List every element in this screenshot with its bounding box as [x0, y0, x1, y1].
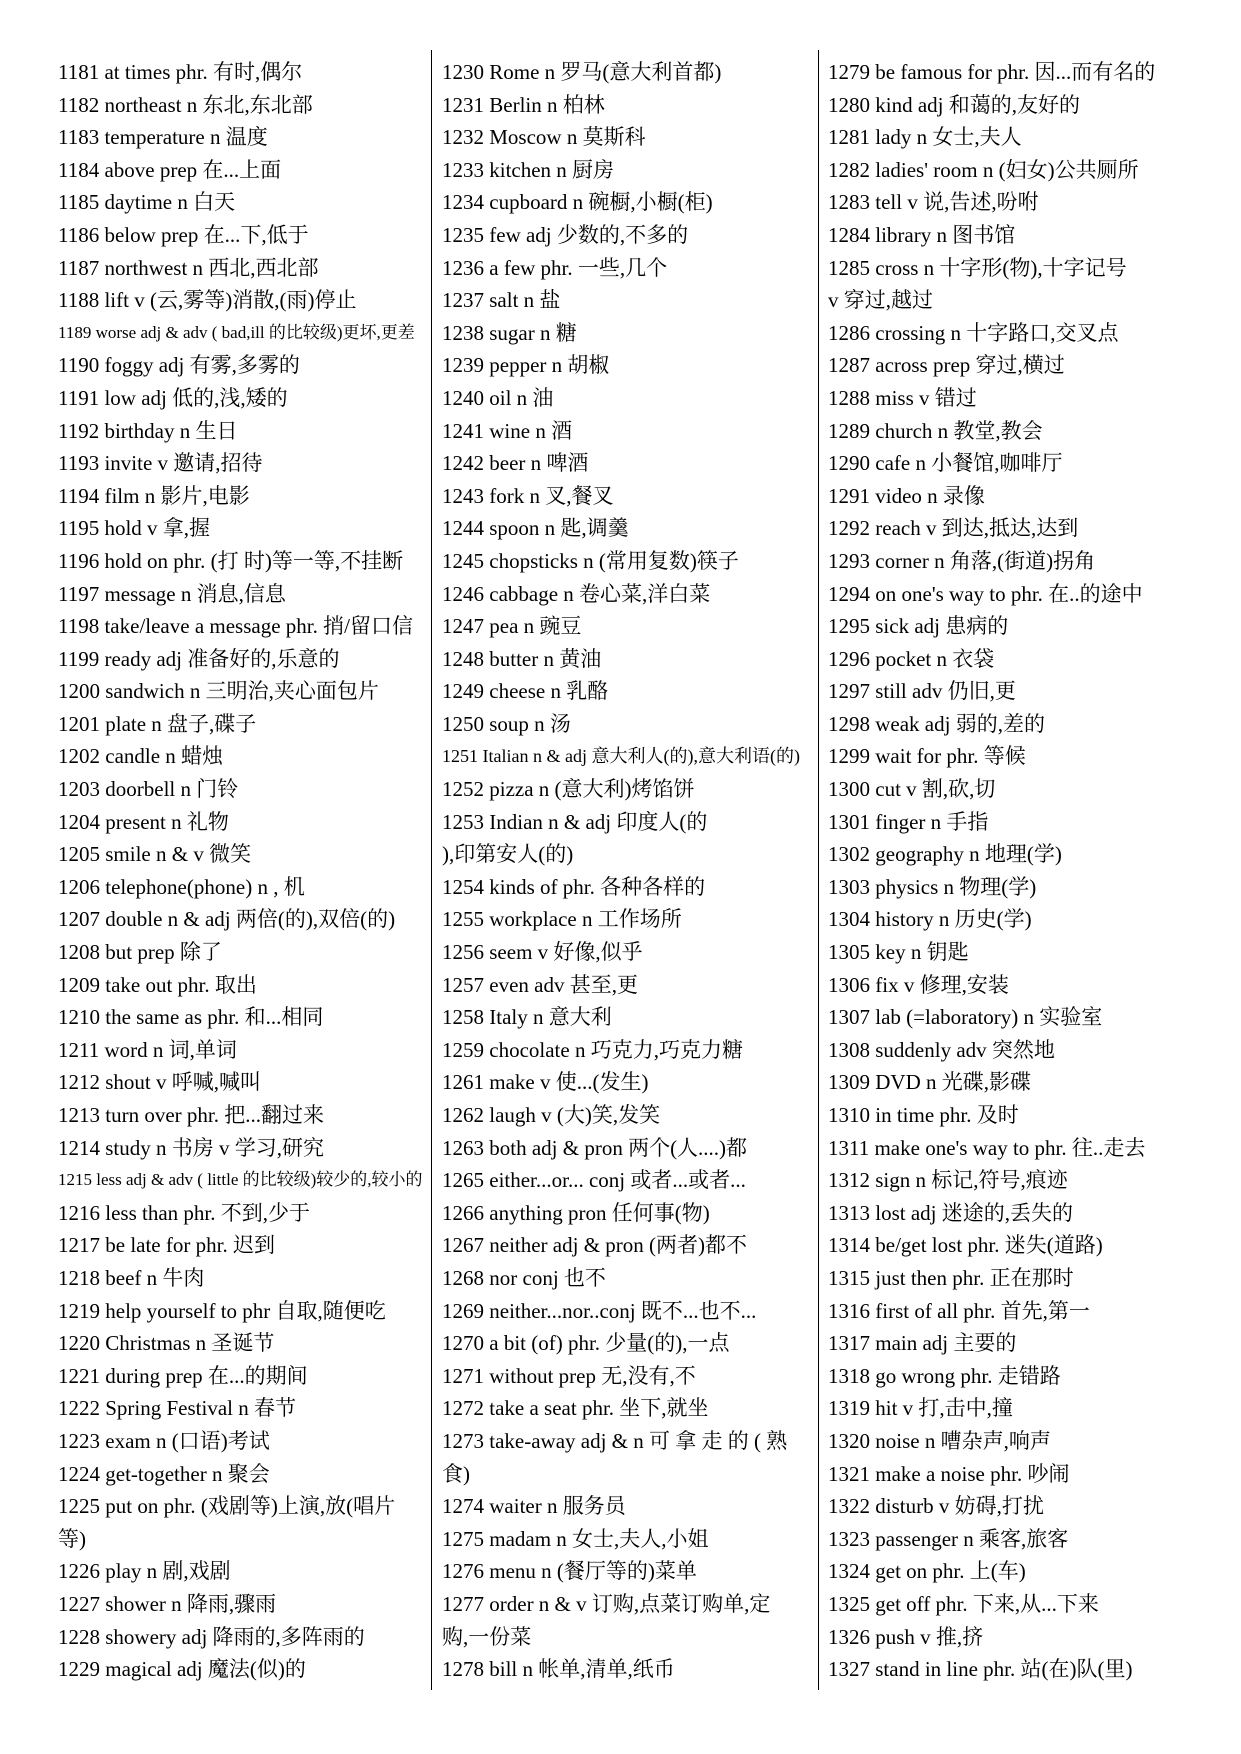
vocab-entry: 1302 geography n 地理(学) — [828, 842, 1062, 867]
vocab-entry: 1286 crossing n 十字路口,交叉点 — [828, 320, 1119, 345]
vocab-entry: 1205 smile n & v 微笑 — [58, 842, 252, 867]
vocab-entry: 1277 order n & v 订购,点菜订购单,定 — [442, 1591, 771, 1616]
vocab-entry: 1298 weak adj 弱的,差的 — [828, 711, 1045, 736]
column-divider-2 — [818, 50, 819, 1690]
vocab-entry: 1244 spoon n 匙,调羹 — [442, 516, 629, 541]
vocab-entry: 1202 candle n 蜡烛 — [58, 744, 224, 769]
vocab-entry: 1234 cupboard n 碗橱,小橱(柜) — [442, 190, 713, 215]
vocab-entry: 1313 lost adj 迷途的,丢失的 — [828, 1200, 1073, 1225]
vocab-entry: 1217 be late for phr. 迟到 — [58, 1233, 275, 1258]
vocab-entry: 1200 sandwich n 三明治,夹心面包片 — [58, 679, 379, 704]
vocab-entry: 1280 kind adj 和蔼的,友好的 — [828, 92, 1080, 117]
vocab-entry: 1229 magical adj 魔法(似)的 — [58, 1657, 306, 1682]
vocab-entry: 1247 pea n 豌豆 — [442, 614, 582, 639]
vocab-entry: 1201 plate n 盘子,碟子 — [58, 711, 257, 736]
vocab-entry: 1274 waiter n 服务员 — [442, 1494, 626, 1519]
vocab-entry: 1261 make v 使...(发生) — [442, 1070, 649, 1095]
vocab-entry: 1303 physics n 物理(学) — [828, 874, 1037, 899]
vocab-entry: 1312 sign n 标记,符号,痕迹 — [828, 1168, 1068, 1193]
vocab-entry: 1295 sick adj 患病的 — [828, 614, 1009, 639]
vocab-entry: 1220 Christmas n 圣诞节 — [58, 1331, 275, 1356]
vocab-entry: 1305 key n 钥匙 — [828, 940, 969, 965]
vocab-entry: 1230 Rome n 罗马(意大利首都) — [442, 60, 722, 84]
vocab-entry: 1255 workplace n 工作场所 — [442, 907, 682, 932]
vocab-entry: 1221 during prep 在...的期间 — [58, 1363, 308, 1388]
vocab-entry: 1315 just then phr. 正在那时 — [828, 1265, 1074, 1290]
vocab-entry: 1198 take/leave a message phr. 捎/留口信 — [58, 614, 413, 639]
vocab-entry: 1294 on one's way to phr. 在..的途中 — [828, 581, 1143, 606]
vocab-entry: 1316 first of all phr. 首先,第一 — [828, 1298, 1090, 1323]
vocab-entry: 1249 cheese n 乳酪 — [442, 679, 609, 704]
vocab-entry: 1207 double n & adj 两倍(的),双倍(的) — [58, 907, 396, 932]
vocab-entry: 1296 pocket n 衣袋 — [828, 646, 995, 671]
vocab-entry: 1191 low adj 低的,浅,矮的 — [58, 385, 288, 410]
vocab-entry: 1252 pizza n (意大利)烤馅饼 — [442, 777, 695, 802]
vocab-entry: 1258 Italy n 意大利 — [442, 1005, 612, 1030]
vocab-entry: 1187 northwest n 西北,西北部 — [58, 255, 319, 280]
vocab-entry: 1253 Indian n & adj 印度人(的 — [442, 809, 708, 834]
vocab-entry: 1219 help yourself to phr 自取,随便吃 — [58, 1298, 386, 1323]
vocab-entry: 1254 kinds of phr. 各种各样的 — [442, 874, 706, 899]
vocab-entry: 1181 at times phr. 有时,偶尔 — [58, 60, 303, 84]
vocab-entry: 1304 history n 历史(学) — [828, 907, 1032, 932]
vocab-entry: 1270 a bit (of) phr. 少量(的),一点 — [442, 1331, 730, 1356]
vocab-entry: 1215 less adj & adv ( little 的比较级)较少的,较小的 — [58, 1170, 423, 1190]
vocab-entry: 1310 in time phr. 及时 — [828, 1103, 1019, 1127]
vocab-entry: 1292 reach v 到达,抵达,达到 — [828, 516, 1079, 541]
vocab-entry: 1326 push v 推,挤 — [828, 1624, 984, 1649]
vocab-entry: 1291 video n 录像 — [828, 483, 985, 508]
vocab-entry: 1293 corner n 角落,(街道)拐角 — [828, 548, 1096, 573]
vocab-entry: 1223 exam n (口语)考试 — [58, 1428, 270, 1453]
vocab-entry: 1222 Spring Festival n 春节 — [58, 1396, 297, 1421]
vocab-entry: 1275 madam n 女士,夫人,小姐 — [442, 1526, 709, 1551]
vocab-entry: 1263 both adj & pron 两个(人....)都 — [442, 1135, 748, 1160]
vocab-entry: 1232 Moscow n 莫斯科 — [442, 125, 646, 150]
vocab-entry: 1203 doorbell n 门铃 — [58, 777, 239, 802]
vocab-entry: 1193 invite v 邀请,招待 — [58, 451, 263, 476]
vocab-entry: 1321 make a noise phr. 吵闹 — [828, 1461, 1070, 1486]
vocab-entry: 1218 beef n 牛肉 — [58, 1265, 205, 1290]
vocab-entry: 1216 less than phr. 不到,少于 — [58, 1200, 310, 1225]
vocab-entry: 1299 wait for phr. 等候 — [828, 744, 1026, 769]
vocab-entry: 1224 get-together n 聚会 — [58, 1461, 270, 1486]
vocab-entry: 1209 take out phr. 取出 — [58, 972, 257, 997]
vocab-entry: v 穿过,越过 — [828, 288, 933, 313]
vocab-entry: 1250 soup n 汤 — [442, 711, 571, 736]
vocab-entry: 1251 Italian n & adj 意大利人(的),意大利语(的) — [442, 746, 800, 767]
vocab-entry: 1256 seem v 好像,似乎 — [442, 940, 643, 965]
vocab-entry: 1197 message n 消息,信息 — [58, 581, 286, 606]
column-divider-1 — [431, 50, 432, 1690]
vocab-entry: 1265 either...or... conj 或者...或者... — [442, 1168, 746, 1193]
vocab-entry: 1300 cut v 割,砍,切 — [828, 777, 996, 802]
vocab-entry: 1327 stand in line phr. 站(在)队(里) — [828, 1657, 1133, 1682]
vocab-entry: 1235 few adj 少数的,不多的 — [442, 222, 689, 247]
vocab-entry: 1214 study n 书房 v 学习,研究 — [58, 1135, 325, 1160]
vocab-entry: 1259 chocolate n 巧克力,巧克力糖 — [442, 1037, 743, 1062]
vocab-entry: 1267 neither adj & pron (两者)都不 — [442, 1233, 748, 1258]
vocab-entry: 1243 fork n 叉,餐叉 — [442, 483, 614, 508]
vocab-entry: 1325 get off phr. 下来,从...下来 — [828, 1591, 1099, 1616]
vocab-entry: 1301 finger n 手指 — [828, 809, 989, 834]
vocab-entry: 1271 without prep 无,没有,不 — [442, 1363, 696, 1388]
vocab-entry: 1257 even adv 甚至,更 — [442, 972, 638, 997]
vocab-entry: 等) — [58, 1526, 86, 1551]
vocab-entry: 1283 tell v 说,告述,吩咐 — [828, 190, 1039, 215]
vocab-entry: 1307 lab (=laboratory) n 实验室 — [828, 1005, 1103, 1030]
vocab-entry: 1236 a few phr. 一些,几个 — [442, 255, 668, 280]
vocab-entry: 1199 ready adj 准备好的,乐意的 — [58, 646, 340, 671]
vocab-entry: 1226 play n 剧,戏剧 — [58, 1559, 231, 1584]
vocab-entry: 1227 shower n 降雨,骤雨 — [58, 1591, 277, 1616]
vocab-entry: 1272 take a seat phr. 坐下,就坐 — [442, 1396, 709, 1421]
vocab-entry: 1206 telephone(phone) n , 机 — [58, 874, 305, 899]
vocab-entry: 1268 nor conj 也不 — [442, 1265, 606, 1290]
vocab-entry: 1278 bill n 帐单,清单,纸币 — [442, 1657, 675, 1682]
vocab-entry: 1308 suddenly adv 突然地 — [828, 1037, 1055, 1062]
vocab-entry: 1212 shout v 呼喊,喊叫 — [58, 1070, 262, 1095]
vocab-entry: 1320 noise n 嘈杂声,响声 — [828, 1428, 1051, 1453]
vocab-entry: 1282 ladies' room n (妇女)公共厕所 — [828, 157, 1139, 182]
vocab-entry: 1319 hit v 打,击中,撞 — [828, 1396, 1013, 1421]
vocab-entry: 1245 chopsticks n (常用复数)筷子 — [442, 548, 739, 573]
vocab-entry: 1186 below prep 在...下,低于 — [58, 222, 309, 247]
vocab-entry: 1248 butter n 黄油 — [442, 646, 602, 671]
vocab-entry: 1239 pepper n 胡椒 — [442, 353, 610, 378]
vocab-entry: 1194 film n 影片,电影 — [58, 483, 250, 508]
vocab-entry: 1182 northeast n 东北,东北部 — [58, 92, 313, 117]
vocab-entry: 1288 miss v 错过 — [828, 385, 977, 410]
vocab-entry: 1192 birthday n 生日 — [58, 418, 238, 443]
vocab-entry: 1297 still adv 仍旧,更 — [828, 679, 1016, 704]
vocab-entry: 1279 be famous for phr. 因...而有名的 — [828, 60, 1156, 84]
vocab-entry: 1241 wine n 酒 — [442, 418, 573, 443]
vocab-entry: 1190 foggy adj 有雾,多雾的 — [58, 353, 300, 378]
vocab-entry: 食) — [442, 1461, 470, 1486]
vocab-entry: 1311 make one's way to phr. 往..走去 — [828, 1135, 1146, 1160]
vocab-entry: 购,一份菜 — [442, 1624, 532, 1649]
vocab-entry: 1323 passenger n 乘客,旅客 — [828, 1526, 1069, 1551]
vocab-entry: 1237 salt n 盐 — [442, 288, 561, 313]
vocab-entry: 1317 main adj 主要的 — [828, 1331, 1017, 1356]
vocab-entry: 1318 go wrong phr. 走错路 — [828, 1363, 1061, 1388]
vocab-entry: 1225 put on phr. (戏剧等)上演,放(唱片 — [58, 1494, 396, 1519]
vocab-entry: 1284 library n 图书馆 — [828, 222, 1016, 247]
vocab-entry: 1211 word n 词,单词 — [58, 1037, 237, 1062]
vocab-entry: 1281 lady n 女士,夫人 — [828, 125, 1022, 150]
vocab-entry: 1210 the same as phr. 和...相同 — [58, 1005, 324, 1030]
vocab-entry: 1184 above prep 在...上面 — [58, 157, 282, 182]
vocabulary-column-1 — [58, 56, 428, 1686]
vocab-entry: 1188 lift v (云,雾等)消散,(雨)停止 — [58, 288, 357, 313]
vocabulary-column-3 — [828, 56, 1208, 1686]
vocab-entry: 1195 hold v 拿,握 — [58, 516, 211, 541]
vocab-entry: 1287 across prep 穿过,横过 — [828, 353, 1065, 378]
vocab-entry: 1213 turn over phr. 把...翻过来 — [58, 1103, 324, 1127]
vocab-entry: 1306 fix v 修理,安装 — [828, 972, 1009, 997]
vocab-entry: 1289 church n 教堂,教会 — [828, 418, 1043, 443]
vocab-entry: 1240 oil n 油 — [442, 385, 554, 410]
vocabulary-column-2 — [442, 56, 812, 1686]
vocab-entry: 1196 hold on phr. (打 时)等一等,不挂断 — [58, 548, 404, 573]
vocab-entry: 1246 cabbage n 卷心菜,洋白菜 — [442, 581, 711, 606]
vocab-entry: 1276 menu n (餐厅等的)菜单 — [442, 1559, 697, 1584]
vocab-entry: 1242 beer n 啤酒 — [442, 451, 589, 476]
vocab-entry: 1266 anything pron 任何事(物) — [442, 1200, 710, 1225]
vocab-entry: 1285 cross n 十字形(物),十字记号 — [828, 255, 1127, 280]
vocab-entry: 1238 sugar n 糖 — [442, 320, 577, 345]
vocab-entry: 1208 but prep 除了 — [58, 940, 222, 965]
vocab-entry: 1273 take-away adj & n 可 拿 走 的 ( 熟 — [442, 1428, 788, 1453]
vocab-entry: 1204 present n 礼物 — [58, 809, 229, 834]
vocab-entry: 1322 disturb v 妨碍,打扰 — [828, 1494, 1044, 1519]
vocab-entry: 1262 laugh v (大)笑,发笑 — [442, 1103, 661, 1127]
vocab-entry: 1185 daytime n 白天 — [58, 190, 236, 215]
vocab-entry: 1231 Berlin n 柏林 — [442, 92, 605, 117]
vocab-entry: 1290 cafe n 小餐馆,咖啡厅 — [828, 451, 1063, 476]
vocab-entry: ),印第安人(的) — [442, 842, 574, 867]
vocab-entry: 1269 neither...nor..conj 既不...也不... — [442, 1298, 757, 1323]
vocab-entry: 1189 worse adj & adv ( bad,ill 的比较级)更坏,更差 — [58, 322, 415, 342]
vocab-entry: 1324 get on phr. 上(车) — [828, 1559, 1026, 1584]
vocab-entry: 1314 be/get lost phr. 迷失(道路) — [828, 1233, 1103, 1258]
vocab-entry: 1233 kitchen n 厨房 — [442, 157, 615, 182]
vocab-entry: 1228 showery adj 降雨的,多阵雨的 — [58, 1624, 365, 1649]
vocab-entry: 1183 temperature n 温度 — [58, 125, 268, 150]
vocab-entry: 1309 DVD n 光碟,影碟 — [828, 1070, 1031, 1095]
